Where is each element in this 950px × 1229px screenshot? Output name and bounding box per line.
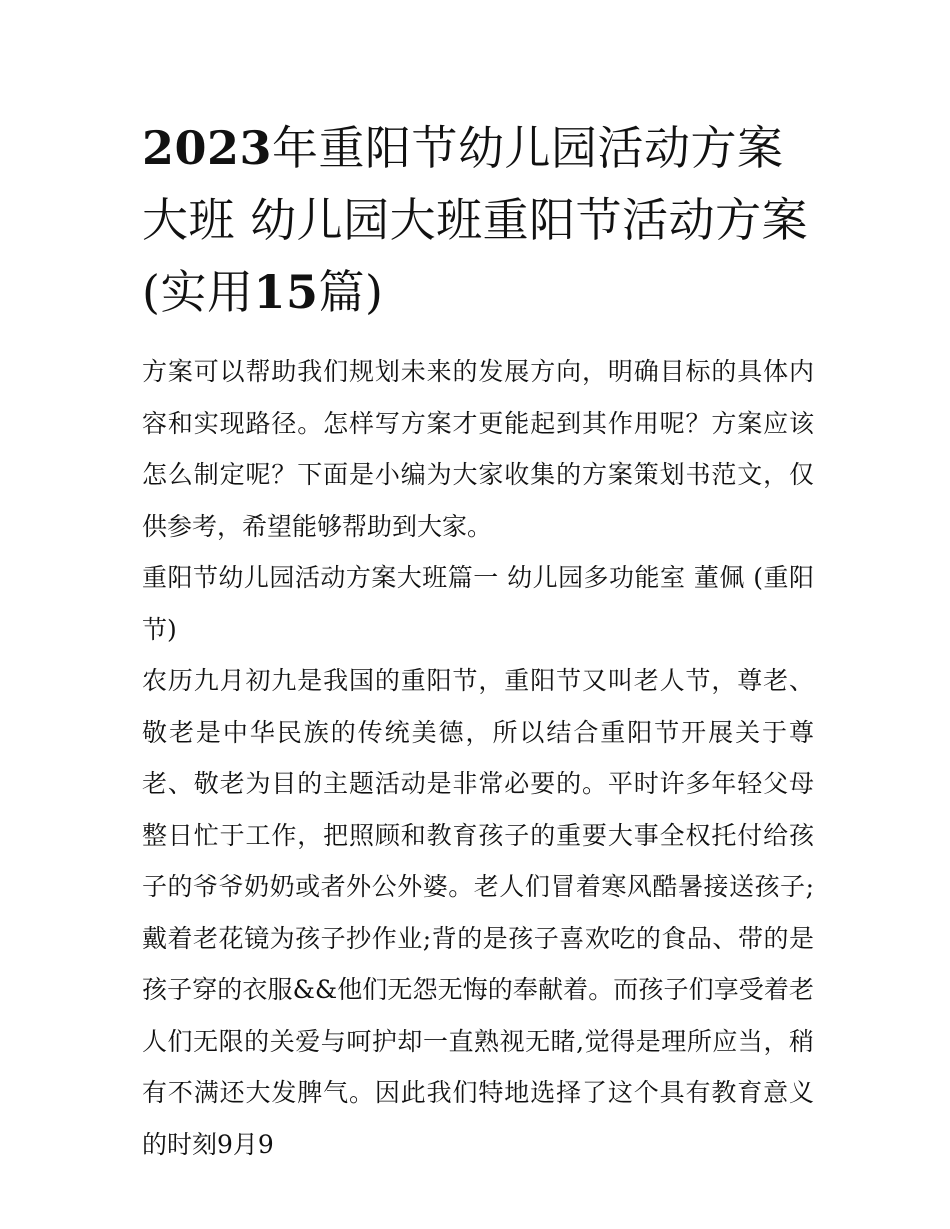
document-page bbox=[142, 112, 814, 1170]
section-heading-paragraph: 重阳节幼儿园活动方案大班篇一 幼儿园多功能室 董佩 (重阳节) bbox=[142, 563, 814, 644]
body-paragraph: 农历九月初九是我国的重阳节，重阳节又叫老人节，尊老、敬老是中华民族的传统美德，所以结合重阳节开展关于尊老、敬老为目的主题活动是非常必要的。平时许多年轻父母整日忙于工作，把照顾和教育孩子的重要大事全权托付给孩子的爷爷奶奶或者外公外婆。老人们冒着寒风酷暑接送孩子;戴着老花镜为孩子抄作业;背的是孩子喜欢吃的食品、带的是孩子穿的衣服&&他们无怨无悔的奉献着。而孩子们享受着老人们无限的关爱与呵护却一直熟视无睹,觉得是理所应当，稍有不满还大发脾气。因此我们特地选择了这个具有教育意义的时刻9月9 bbox=[142, 666, 814, 1159]
intro-paragraph: 方案可以帮助我们规划未来的发展方向，明确目标的具体内容和实现路径。怎样写方案才更能起到其作用呢？方案应该怎么制定呢？下面是小编为大家收集的方案策划书范文，仅供参考，希望能够帮助到大家。 bbox=[142, 357, 814, 541]
title-main: 年重阳节幼儿园活动方案大班 幼儿园大班重阳节活动方案(实用 bbox=[142, 121, 809, 319]
document-title bbox=[142, 112, 814, 328]
title-count: 15 bbox=[253, 265, 319, 319]
title-year: 2023 bbox=[142, 121, 273, 175]
title-suffix: 篇) bbox=[318, 265, 384, 319]
